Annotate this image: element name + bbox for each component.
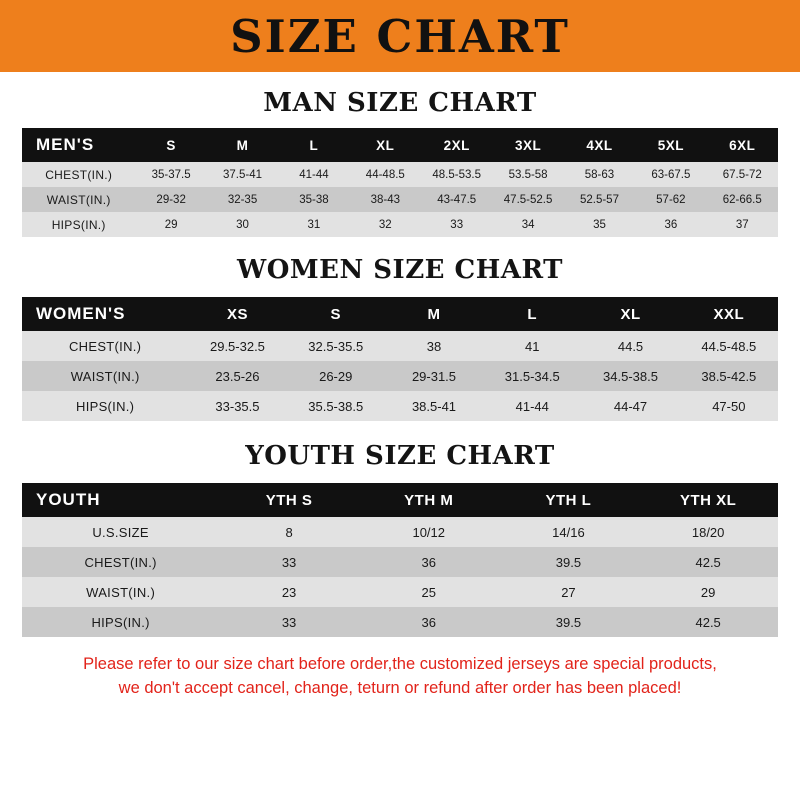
men-size-table xyxy=(22,128,778,237)
cell: 30 xyxy=(236,218,249,231)
cell: 35 xyxy=(593,218,606,231)
men-header-xl: XL xyxy=(376,137,395,153)
cell: 35-38 xyxy=(299,193,329,206)
cell: 35-37.5 xyxy=(151,168,191,181)
men-header-4xl: 4XL xyxy=(586,137,613,153)
cell: 39.5 xyxy=(555,614,582,630)
cell: 8 xyxy=(285,524,293,540)
women-header-xs: XS xyxy=(226,305,248,323)
women-header-xxl: XXL xyxy=(713,305,745,323)
cell: 57-62 xyxy=(656,193,686,206)
men-header-label: MEN'S xyxy=(36,135,95,154)
order-policy-note xyxy=(22,653,778,701)
cell: 47-50 xyxy=(712,398,746,414)
table-row xyxy=(22,361,778,391)
cell: 14/16 xyxy=(552,524,585,540)
cell: 62-66.5 xyxy=(722,193,762,206)
youth-header-label: YOUTH xyxy=(36,490,101,509)
cell: 32 xyxy=(378,218,392,231)
women-table-body xyxy=(22,331,778,421)
table-row xyxy=(22,607,778,637)
cell: 26-29 xyxy=(319,368,353,384)
women-table-header xyxy=(22,297,778,331)
cell: 52.5-57 xyxy=(579,193,619,206)
men-header-m: M xyxy=(236,137,249,153)
table-row xyxy=(22,517,778,547)
men-header-s: S xyxy=(166,137,176,153)
youth-header-l: YTH L xyxy=(545,491,592,509)
cell: 53.5-58 xyxy=(508,168,548,181)
cell: 38.5-41 xyxy=(411,398,457,414)
cell: 67.5-72 xyxy=(722,168,762,181)
cell: 31 xyxy=(307,218,321,231)
row-label: HIPS(IN.) xyxy=(51,217,106,232)
cell: 39.5 xyxy=(555,554,582,570)
cell: 44.5 xyxy=(617,338,644,354)
cell: 38 xyxy=(426,338,442,354)
youth-table-header xyxy=(22,483,778,517)
men-section-title: MAN SIZE CHART xyxy=(263,88,537,118)
cell: 41-44 xyxy=(299,168,329,181)
row-label: U.S.SIZE xyxy=(92,524,149,540)
row-label: WAIST(IN.) xyxy=(86,584,156,600)
women-header-xl: XL xyxy=(620,305,641,323)
table-row xyxy=(22,331,778,361)
cell: 34.5-38.5 xyxy=(603,368,658,384)
cell: 31.5-34.5 xyxy=(504,368,560,384)
table-header-row xyxy=(22,483,778,517)
note-line-2: we don't accept cancel, change, teturn or refund after order has been placed! xyxy=(118,678,682,697)
cell: 33 xyxy=(450,218,464,231)
cell: 48.5-53.5 xyxy=(432,168,481,181)
cell: 32-35 xyxy=(227,193,258,206)
cell: 32.5-35.5 xyxy=(308,338,364,354)
cell: 41-44 xyxy=(515,398,549,414)
cell: 47.5-52.5 xyxy=(503,193,553,206)
content-area xyxy=(0,88,800,701)
table-header-row xyxy=(22,128,778,162)
header-banner xyxy=(0,0,800,72)
youth-header-m: YTH M xyxy=(404,491,454,509)
women-section-title: WOMEN SIZE CHART xyxy=(237,255,563,285)
men-header-6xl: 6XL xyxy=(729,137,756,153)
table-row xyxy=(22,391,778,421)
row-label: CHEST(IN.) xyxy=(68,338,142,354)
cell: 10/12 xyxy=(412,524,446,540)
cell: 36 xyxy=(421,554,436,570)
cell: 33 xyxy=(281,554,297,570)
row-label: HIPS(IN.) xyxy=(76,398,135,414)
cell: 44-47 xyxy=(613,398,648,414)
women-size-table xyxy=(22,297,778,421)
table-row xyxy=(22,162,778,187)
table-row xyxy=(22,577,778,607)
cell: 33-35.5 xyxy=(215,398,260,414)
cell: 29.5-32.5 xyxy=(209,338,265,354)
women-header-l: L xyxy=(527,305,538,323)
cell: 29-32 xyxy=(156,193,186,206)
cell: 38.5-42.5 xyxy=(701,368,757,384)
cell: 27 xyxy=(561,584,576,600)
cell: 42.5 xyxy=(695,554,721,570)
men-table-header xyxy=(22,128,778,162)
page-title: SIZE CHART xyxy=(230,9,570,63)
row-label: WAIST(IN.) xyxy=(70,368,140,384)
cell: 63-67.5 xyxy=(651,168,691,181)
cell: 37.5-41 xyxy=(223,168,263,181)
men-header-2xl: 2XL xyxy=(443,137,470,153)
men-header-5xl: 5XL xyxy=(657,137,684,153)
youth-section-title: YOUTH SIZE CHART xyxy=(245,441,555,471)
row-label: WAIST(IN.) xyxy=(46,192,111,207)
cell: 43-47.5 xyxy=(437,193,477,206)
cell: 29 xyxy=(700,584,716,600)
cell: 29-31.5 xyxy=(411,368,457,384)
cell: 44.5-48.5 xyxy=(701,338,757,354)
women-header-s: S xyxy=(330,305,341,323)
cell: 42.5 xyxy=(695,614,721,630)
youth-header-s: YTH S xyxy=(265,491,313,509)
youth-size-table xyxy=(22,483,778,637)
cell: 33 xyxy=(281,614,297,630)
table-row xyxy=(22,547,778,577)
cell: 25 xyxy=(421,584,436,600)
table-header-row xyxy=(22,297,778,331)
cell: 23 xyxy=(281,584,297,600)
row-label: CHEST(IN.) xyxy=(45,167,113,182)
table-row xyxy=(22,212,778,237)
cell: 35.5-38.5 xyxy=(308,398,364,414)
men-header-3xl: 3XL xyxy=(514,137,542,153)
table-row xyxy=(22,187,778,212)
youth-header-xl: YTH XL xyxy=(679,491,737,509)
cell: 18/20 xyxy=(691,524,725,540)
cell: 29 xyxy=(164,218,178,231)
cell: 36 xyxy=(421,614,436,630)
row-label: CHEST(IN.) xyxy=(84,554,157,570)
cell: 41 xyxy=(525,338,540,354)
cell: 58-63 xyxy=(584,168,615,181)
cell: 34 xyxy=(521,218,535,231)
row-label: HIPS(IN.) xyxy=(91,614,150,630)
men-table-body xyxy=(22,162,778,237)
cell: 36 xyxy=(664,218,678,231)
youth-table-body xyxy=(22,517,778,637)
cell: 23.5-26 xyxy=(215,368,260,384)
note-line-1: Please refer to our size chart before order,the customized jerseys are special products, xyxy=(83,655,717,673)
women-header-label: WOMEN'S xyxy=(36,304,126,323)
cell: 44-48.5 xyxy=(365,168,405,181)
cell: 37 xyxy=(735,218,749,231)
cell: 38-43 xyxy=(370,193,401,206)
men-header-l: L xyxy=(309,137,319,153)
women-header-m: M xyxy=(427,305,441,323)
